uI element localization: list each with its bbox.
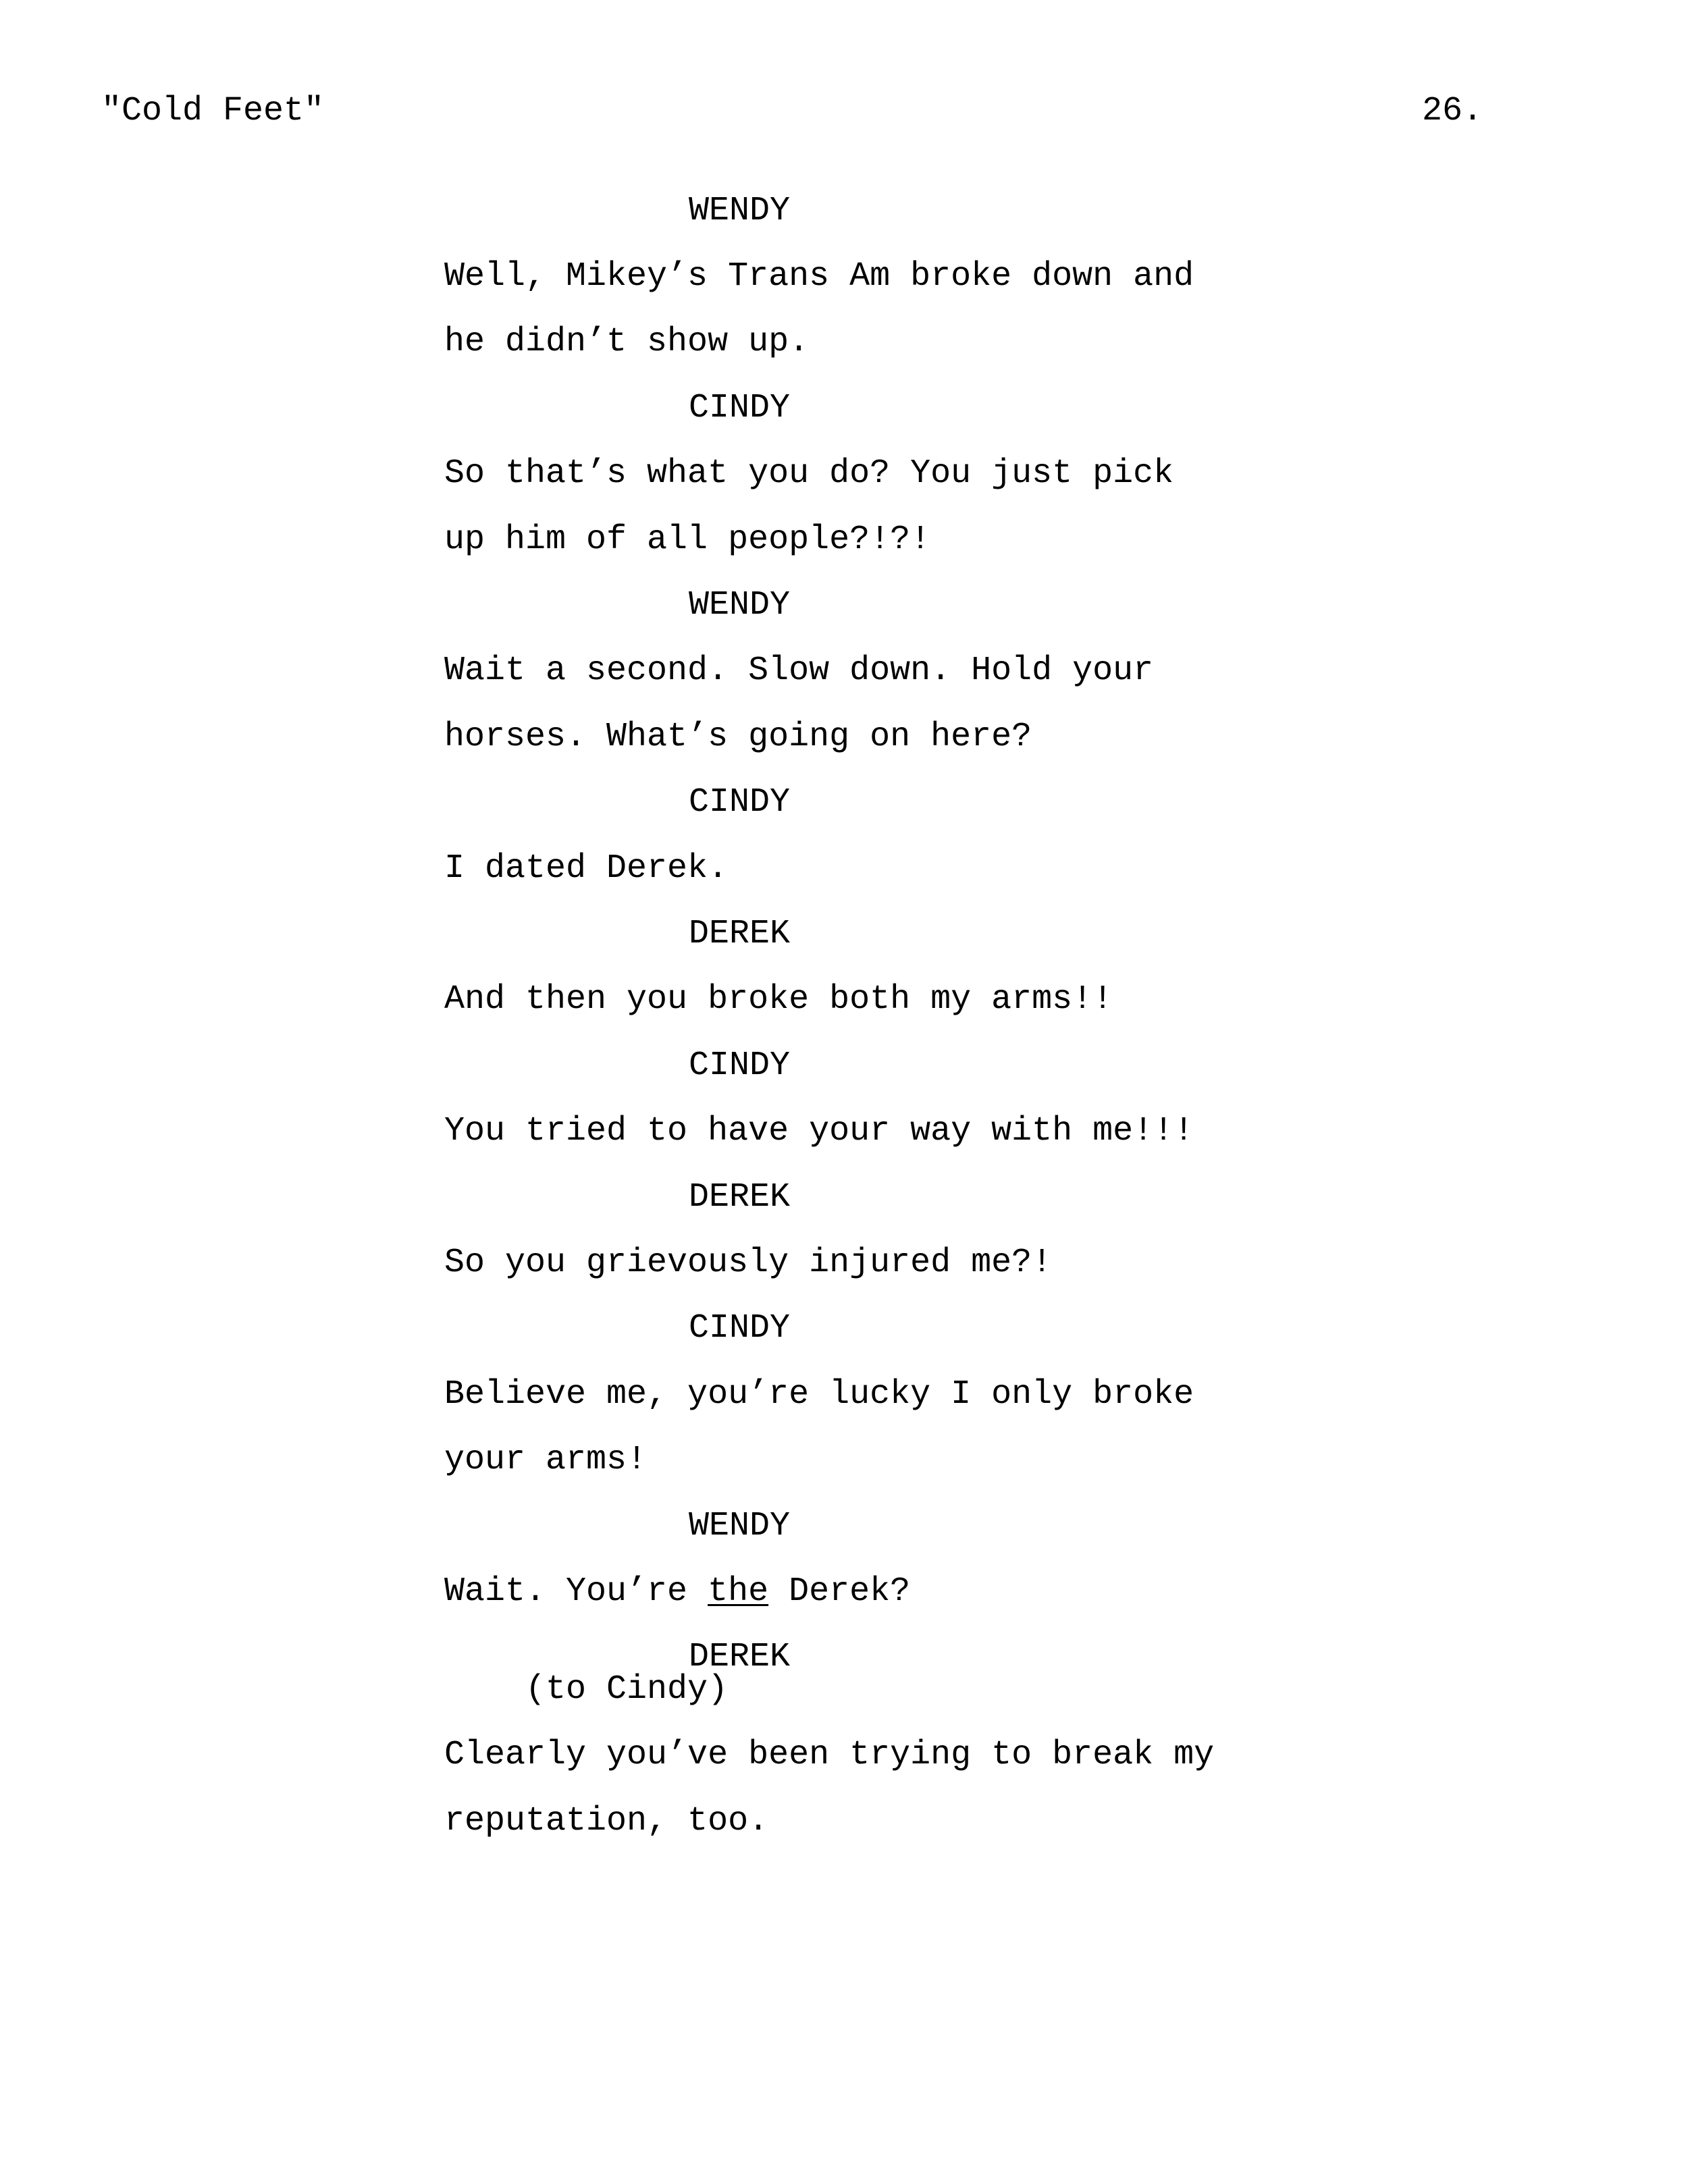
dialogue-line: up him of all people?!?!: [444, 521, 931, 559]
dialogue-line: Well, Mikey’s Trans Am broke down and: [444, 257, 1194, 296]
dialogue-line: your arms!: [444, 1441, 648, 1479]
dialogue-text: Wait. You’re: [444, 1572, 708, 1611]
page-number: 26.: [1422, 92, 1483, 130]
dialogue-line: So that’s what you do? You just pick: [444, 454, 1174, 493]
character-cue: WENDY: [689, 1507, 791, 1545]
character-cue: DEREK: [689, 915, 791, 953]
dialogue-line: So you grievously injured me?!: [444, 1244, 1053, 1282]
dialogue-line: horses. What’s going on here?: [444, 718, 1032, 756]
dialogue-line: And then you broke both my arms!!: [444, 980, 1113, 1019]
character-cue: CINDY: [689, 783, 791, 822]
dialogue-line: Clearly you’ve been trying to break my: [444, 1736, 1215, 1774]
dialogue-line: [444, 1572, 910, 1612]
dialogue-line: reputation, too.: [444, 1802, 769, 1840]
character-cue: WENDY: [689, 586, 791, 624]
character-cue: CINDY: [689, 389, 791, 427]
dialogue-line: Wait a second. Slow down. Hold your: [444, 651, 1154, 690]
underlined-emphasis: the: [708, 1572, 769, 1611]
dialogue-text: Derek?: [768, 1572, 911, 1611]
character-cue: DEREK: [689, 1178, 791, 1217]
dialogue-line: I dated Derek.: [444, 849, 729, 888]
dialogue-line: he didn’t show up.: [444, 323, 810, 361]
dialogue-line: Believe me, you’re lucky I only broke: [444, 1375, 1194, 1414]
script-title-header: "Cold Feet": [101, 92, 325, 130]
character-cue: CINDY: [689, 1309, 791, 1348]
character-cue: CINDY: [689, 1046, 791, 1085]
parenthetical: (to Cindy): [525, 1670, 729, 1709]
dialogue-line: You tried to have your way with me!!!: [444, 1112, 1194, 1150]
character-cue: WENDY: [689, 192, 791, 230]
character-cue: DEREK: [689, 1638, 791, 1676]
